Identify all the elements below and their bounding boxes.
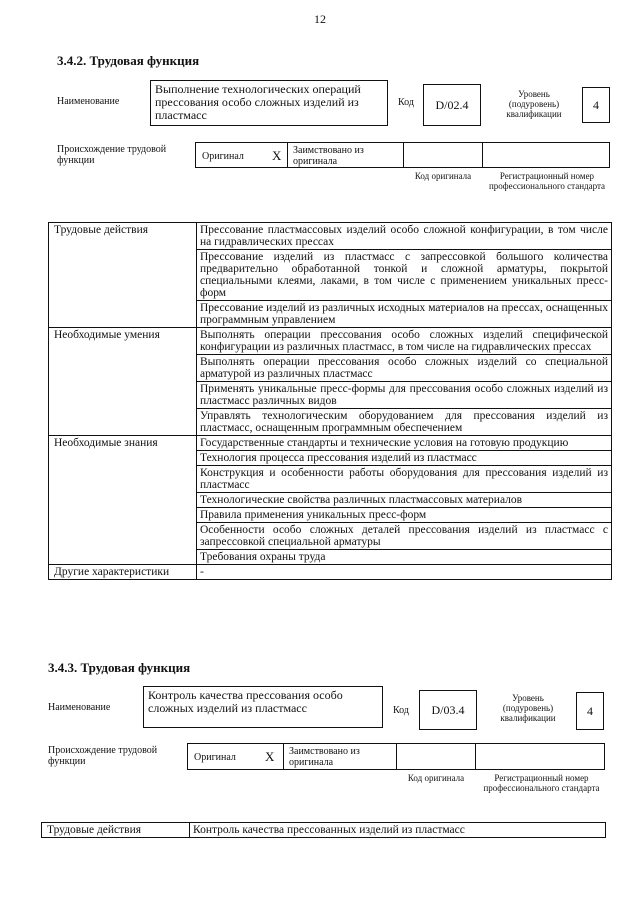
table-cell: Технология процесса прессования изделий из пластмасс bbox=[197, 451, 612, 466]
original-cell bbox=[195, 142, 288, 168]
name-label: Наименование bbox=[48, 702, 111, 713]
code-label: Код bbox=[393, 705, 409, 716]
table-cell: Требования охраны труда bbox=[197, 550, 612, 565]
original-cell bbox=[187, 743, 284, 770]
function-name-box bbox=[143, 686, 383, 728]
table-cell: Государственные стандарты и технические условия на готовую продукцию bbox=[197, 436, 612, 451]
borrowed-cell bbox=[283, 743, 397, 770]
table-row bbox=[49, 436, 612, 451]
name-label: Наименование bbox=[57, 96, 120, 107]
table-row bbox=[49, 328, 612, 355]
original-label: Оригинал bbox=[194, 752, 236, 763]
function-name: Выполнение технологических операций прессования особо сложных изделий из пластмасс bbox=[155, 82, 361, 122]
reg-number-cell bbox=[482, 142, 610, 168]
orig-code-cell bbox=[396, 743, 476, 770]
row-header: Трудовые действия bbox=[49, 223, 197, 328]
table-row bbox=[49, 565, 612, 580]
row-header: Трудовые действия bbox=[42, 823, 190, 838]
original-mark: X bbox=[265, 749, 275, 764]
page-number: 12 bbox=[314, 12, 326, 26]
origin-label: Происхождение трудовой функции bbox=[57, 144, 167, 166]
section-heading-342: 3.4.2. Трудовая функция bbox=[57, 53, 200, 68]
row-header: Необходимые знания bbox=[49, 436, 197, 565]
level-box bbox=[576, 692, 604, 730]
table-cell: Управлять технологическим оборудованием для прессования изделий из пластмасс, оснащенным программным обеспечением bbox=[197, 409, 612, 436]
row-header: Необходимые умения bbox=[49, 328, 197, 436]
labor-function-table bbox=[48, 222, 612, 580]
orig-code-caption: Код оригинала bbox=[407, 773, 465, 783]
table-cell: Особенности особо сложных деталей прессования изделий из пластмасс с запрессовкой специальной арматуры bbox=[197, 523, 612, 550]
level-value: 4 bbox=[593, 98, 599, 112]
code-box bbox=[423, 84, 481, 126]
table-cell: Выполнять операции прессования особо сложных изделий со специальной арматурой из различных пластмасс bbox=[197, 355, 612, 382]
function-code: D/03.4 bbox=[431, 703, 465, 717]
original-label: Оригинал bbox=[202, 151, 244, 162]
table-cell: Правила применения уникальных пресс-форм bbox=[197, 508, 612, 523]
level-label: Уровень (подуровень) квалификации bbox=[506, 89, 562, 119]
table-cell: Применять уникальные пресс-формы для прессования особо сложных изделий из пластмасс различных видов bbox=[197, 382, 612, 409]
table-cell: Прессование изделий из различных исходных материалов на прессах, оснащенных программным управлением bbox=[197, 301, 612, 328]
table-row bbox=[42, 823, 606, 838]
level-label: Уровень (подуровень) квалификации bbox=[500, 693, 556, 723]
table-cell: Технологические свойства различных пластмассовых материалов bbox=[197, 493, 612, 508]
reg-number-cell bbox=[475, 743, 605, 770]
borrowed-label: Заимствовано из оригинала bbox=[289, 746, 360, 768]
table-cell: Прессование пластмассовых изделий особо сложной конфигурации, в том числе на гидравлических прессах bbox=[197, 223, 612, 250]
section-heading-343: 3.4.3. Трудовая функция bbox=[48, 660, 191, 675]
orig-code-caption: Код оригинала bbox=[414, 171, 472, 181]
table-cell: Конструкция и особенности работы оборудования для прессования изделий из пластмасс bbox=[197, 466, 612, 493]
reg-number-caption: Регистрационный номер профессионального стандарта bbox=[488, 171, 606, 191]
origin-label: Происхождение трудовой функции bbox=[48, 745, 158, 767]
function-name-box bbox=[150, 80, 388, 126]
original-mark: X bbox=[272, 148, 282, 163]
orig-code-cell bbox=[403, 142, 483, 168]
reg-number-caption: Регистрационный номер профессионального стандарта bbox=[483, 773, 600, 793]
borrowed-label: Заимствовано из оригинала bbox=[293, 145, 364, 167]
table-cell: - bbox=[197, 565, 612, 580]
code-box bbox=[419, 690, 477, 730]
table-cell: Выполнять операции прессования особо сложных изделий специфической конфигурации из различных пластмасс, в том числе на гидравлических прессах bbox=[197, 328, 612, 355]
table-cell: Контроль качества прессованных изделий из пластмасс bbox=[190, 823, 606, 838]
labor-function-table-2 bbox=[41, 822, 606, 838]
function-name: Контроль качества прессования особо сложных изделий из пластмасс bbox=[148, 688, 343, 715]
code-label: Код bbox=[398, 97, 414, 108]
table-row bbox=[49, 223, 612, 250]
table-cell: Прессование изделий из пластмасс с запрессовкой большого количества предварительно обработанной тонкой и сложной арматуры, покрытой специальными клеями, лаками, в том числе с применением уникальных пресс-форм bbox=[197, 250, 612, 301]
level-value: 4 bbox=[587, 704, 593, 718]
function-code: D/02.4 bbox=[435, 98, 469, 112]
level-box bbox=[582, 87, 610, 123]
row-header: Другие характеристики bbox=[49, 565, 197, 580]
borrowed-cell bbox=[287, 142, 404, 168]
